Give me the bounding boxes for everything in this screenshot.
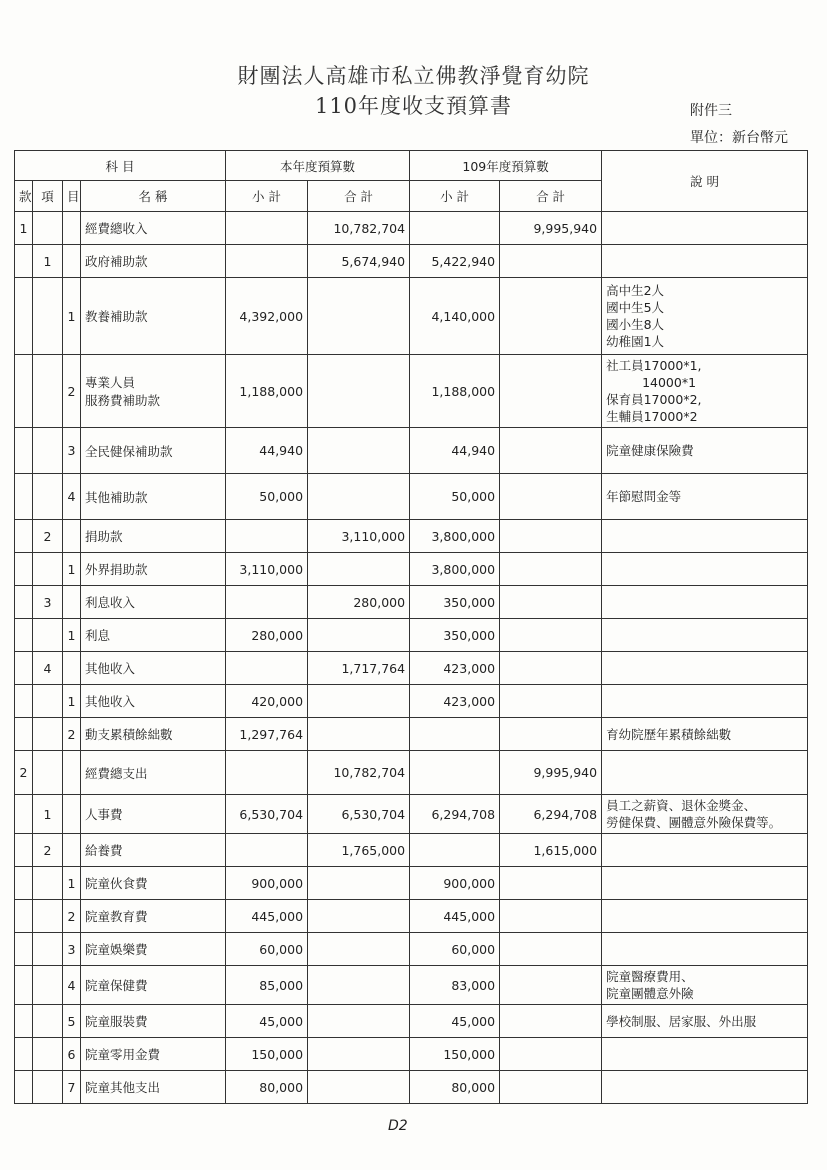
current-total-cell: 10,782,704 bbox=[308, 751, 410, 795]
prior-total-cell bbox=[500, 933, 602, 966]
page-number: D2 bbox=[388, 1118, 408, 1134]
item-name: 利息 bbox=[85, 628, 111, 643]
notes-cell bbox=[602, 718, 808, 751]
prior-subtotal-cell: 6,294,708 bbox=[410, 795, 500, 834]
prior-total-header: 合 計 bbox=[500, 181, 602, 212]
prior-subtotal-cell: 60,000 bbox=[410, 933, 500, 966]
mu-cell: 6 bbox=[63, 1038, 81, 1071]
item-name-cell bbox=[81, 933, 226, 966]
table-row bbox=[15, 474, 808, 520]
current-total-cell bbox=[308, 1071, 410, 1104]
item-name: 全民健保補助款 bbox=[85, 443, 173, 459]
item-name-cell bbox=[81, 900, 226, 933]
note-line: 社工員17000*1, bbox=[606, 358, 702, 373]
budget-table bbox=[14, 150, 808, 1104]
xiang-cell bbox=[33, 1071, 63, 1104]
kuan-cell bbox=[15, 355, 33, 428]
item-name: 其他補助款 bbox=[85, 489, 148, 505]
prior-total-cell bbox=[500, 652, 602, 685]
item-name: 經費總支出 bbox=[85, 765, 148, 781]
item-name-cell bbox=[81, 278, 226, 355]
notes-cell bbox=[602, 474, 808, 520]
prior-total-cell bbox=[500, 586, 602, 619]
item-name: 人事費 bbox=[85, 807, 123, 822]
prior-subtotal-cell: 423,000 bbox=[410, 652, 500, 685]
item-name: 利息收入 bbox=[85, 595, 136, 610]
item-name: 其他收入 bbox=[85, 694, 136, 709]
table-row bbox=[15, 1005, 808, 1038]
xiang-cell: 3 bbox=[33, 586, 63, 619]
current-total-cell bbox=[308, 966, 410, 1005]
kuan-cell: 1 bbox=[15, 212, 33, 245]
prior-subtotal-cell: 4,140,000 bbox=[410, 278, 500, 355]
prior-total-cell bbox=[500, 685, 602, 718]
item-name: 外界捐助款 bbox=[85, 562, 148, 577]
name-header: 名 稱 bbox=[81, 181, 226, 212]
notes-cell bbox=[602, 355, 808, 428]
mu-cell bbox=[63, 751, 81, 795]
item-name: 捐助款 bbox=[85, 529, 123, 544]
current-subtotal-cell: 80,000 bbox=[226, 1071, 308, 1104]
item-name: 院童服裝費 bbox=[85, 1014, 148, 1029]
prior-subtotal-cell bbox=[410, 834, 500, 867]
prior-subtotal-cell bbox=[410, 212, 500, 245]
current-total-cell bbox=[308, 1005, 410, 1038]
current-total-cell bbox=[308, 685, 410, 718]
mu-cell: 7 bbox=[63, 1071, 81, 1104]
prior-total-cell bbox=[500, 867, 602, 900]
item-name-cell bbox=[81, 1038, 226, 1071]
current-subtotal-cell: 44,940 bbox=[226, 428, 308, 474]
mu-cell: 4 bbox=[63, 966, 81, 1005]
notes-cell bbox=[602, 1071, 808, 1104]
notes-cell bbox=[602, 966, 808, 1005]
prior-total-cell bbox=[500, 966, 602, 1005]
note-line: 生輔員17000*2 bbox=[606, 409, 698, 424]
table-row bbox=[15, 586, 808, 619]
current-subtotal-cell: 60,000 bbox=[226, 933, 308, 966]
prior-subtotal-cell bbox=[410, 718, 500, 751]
prior-subtotal-cell: 150,000 bbox=[410, 1038, 500, 1071]
table-row bbox=[15, 553, 808, 586]
item-name-cell bbox=[81, 586, 226, 619]
prior-total-cell bbox=[500, 428, 602, 474]
notes-cell bbox=[602, 652, 808, 685]
prior-total-cell: 9,995,940 bbox=[500, 212, 602, 245]
table-row bbox=[15, 520, 808, 553]
kuan-cell bbox=[15, 718, 33, 751]
mu-cell: 2 bbox=[63, 718, 81, 751]
prior-subtotal-cell: 83,000 bbox=[410, 966, 500, 1005]
table-row bbox=[15, 795, 808, 834]
notes-cell bbox=[602, 245, 808, 278]
item-name-cell bbox=[81, 966, 226, 1005]
item-name-cell bbox=[81, 718, 226, 751]
prior-subtotal-header: 小 計 bbox=[410, 181, 500, 212]
prior-total-cell bbox=[500, 278, 602, 355]
prior-total-cell bbox=[500, 474, 602, 520]
note-line: 高中生2人 bbox=[606, 283, 665, 298]
item-name: 給養費 bbox=[85, 843, 123, 858]
current-subtotal-cell: 4,392,000 bbox=[226, 278, 308, 355]
table-row bbox=[15, 355, 808, 428]
table-row bbox=[15, 933, 808, 966]
prior-total-cell bbox=[500, 718, 602, 751]
current-total-cell: 5,674,940 bbox=[308, 245, 410, 278]
current-subtotal-cell bbox=[226, 834, 308, 867]
prior-total-cell: 1,615,000 bbox=[500, 834, 602, 867]
kuan-cell: 2 bbox=[15, 751, 33, 795]
xiang-cell bbox=[33, 355, 63, 428]
item-name: 院童伙食費 bbox=[85, 876, 148, 891]
item-name: 政府補助款 bbox=[85, 254, 148, 269]
item-name-line2: 服務費補助款 bbox=[85, 393, 161, 408]
kuan-cell bbox=[15, 1038, 33, 1071]
prior-subtotal-cell: 900,000 bbox=[410, 867, 500, 900]
kuan-cell bbox=[15, 933, 33, 966]
current-subtotal-cell: 50,000 bbox=[226, 474, 308, 520]
current-subtotal-cell bbox=[226, 245, 308, 278]
notes-header: 說 明 bbox=[602, 151, 808, 212]
notes-cell bbox=[602, 1005, 808, 1038]
mu-cell bbox=[63, 652, 81, 685]
xiang-cell bbox=[33, 933, 63, 966]
notes-cell bbox=[602, 520, 808, 553]
item-name-cell bbox=[81, 553, 226, 586]
current-total-cell: 1,717,764 bbox=[308, 652, 410, 685]
mu-cell bbox=[63, 795, 81, 834]
prior-subtotal-cell: 350,000 bbox=[410, 586, 500, 619]
note-line: 幼稚園1人 bbox=[606, 334, 665, 349]
notes-cell bbox=[602, 900, 808, 933]
xiang-cell bbox=[33, 685, 63, 718]
current-total-cell bbox=[308, 867, 410, 900]
prior-total-cell bbox=[500, 1038, 602, 1071]
item-name-cell bbox=[81, 834, 226, 867]
kuan-cell bbox=[15, 474, 33, 520]
current-subtotal-cell bbox=[226, 520, 308, 553]
table-row bbox=[15, 278, 808, 355]
table-row bbox=[15, 428, 808, 474]
xiang-cell: 4 bbox=[33, 652, 63, 685]
table-row bbox=[15, 834, 808, 867]
xiang-cell bbox=[33, 474, 63, 520]
xiang-cell bbox=[33, 428, 63, 474]
notes-cell bbox=[602, 685, 808, 718]
prior-total-cell bbox=[500, 355, 602, 428]
mu-cell bbox=[63, 586, 81, 619]
current-subtotal-cell: 45,000 bbox=[226, 1005, 308, 1038]
notes-cell bbox=[602, 751, 808, 795]
xiang-cell bbox=[33, 900, 63, 933]
mu-cell: 3 bbox=[63, 428, 81, 474]
item-name: 經費總收入 bbox=[85, 221, 148, 236]
xiang-cell: 1 bbox=[33, 245, 63, 278]
table-row bbox=[15, 900, 808, 933]
table-row bbox=[15, 1038, 808, 1071]
note-line: 國中生5人 bbox=[606, 300, 665, 315]
current-total-cell bbox=[308, 619, 410, 652]
kuan-cell bbox=[15, 685, 33, 718]
xiang-cell bbox=[33, 212, 63, 245]
prior-subtotal-cell: 80,000 bbox=[410, 1071, 500, 1104]
prior-total-cell bbox=[500, 520, 602, 553]
prior-budget-header: 109年度預算數 bbox=[410, 151, 602, 181]
note-line: 學校制服、居家服、外出服 bbox=[606, 1013, 757, 1029]
kuan-cell bbox=[15, 553, 33, 586]
notes-cell bbox=[602, 553, 808, 586]
kuan-cell bbox=[15, 966, 33, 1005]
current-budget-header: 本年度預算數 bbox=[226, 151, 410, 181]
prior-total-cell bbox=[500, 1005, 602, 1038]
current-subtotal-cell bbox=[226, 751, 308, 795]
mu-cell: 2 bbox=[63, 900, 81, 933]
prior-total-cell bbox=[500, 245, 602, 278]
attachment-label: 附件三 bbox=[690, 103, 732, 119]
kuan-cell bbox=[15, 1005, 33, 1038]
current-subtotal-cell: 1,188,000 bbox=[226, 355, 308, 428]
mu-cell: 1 bbox=[63, 867, 81, 900]
current-total-cell: 6,530,704 bbox=[308, 795, 410, 834]
notes-cell bbox=[602, 586, 808, 619]
table-row bbox=[15, 619, 808, 652]
note-line: 14000*1 bbox=[642, 375, 697, 390]
item-name-cell bbox=[81, 1005, 226, 1038]
xiang-cell bbox=[33, 619, 63, 652]
mu-cell bbox=[63, 520, 81, 553]
prior-total-cell: 6,294,708 bbox=[500, 795, 602, 834]
current-subtotal-cell bbox=[226, 652, 308, 685]
prior-subtotal-cell bbox=[410, 751, 500, 795]
note-line: 年節慰問金等 bbox=[606, 489, 682, 504]
xiang-cell bbox=[33, 278, 63, 355]
mu-header: 目 bbox=[63, 181, 81, 212]
prior-total-cell: 9,995,940 bbox=[500, 751, 602, 795]
mu-cell: 1 bbox=[63, 619, 81, 652]
notes-cell bbox=[602, 619, 808, 652]
kuan-cell bbox=[15, 586, 33, 619]
table-row bbox=[15, 245, 808, 278]
current-total-cell bbox=[308, 355, 410, 428]
item-name-cell bbox=[81, 474, 226, 520]
mu-cell: 1 bbox=[63, 278, 81, 355]
current-total-header: 合 計 bbox=[308, 181, 410, 212]
notes-cell bbox=[602, 278, 808, 355]
item-name-cell bbox=[81, 795, 226, 834]
note-line: 員工之薪資、退休金獎金、 bbox=[606, 798, 757, 813]
item-name: 院童零用金費 bbox=[85, 1047, 161, 1062]
prior-subtotal-cell: 1,188,000 bbox=[410, 355, 500, 428]
note-line: 院童健康保險費 bbox=[606, 443, 694, 458]
kuan-cell bbox=[15, 795, 33, 834]
xiang-header: 項 bbox=[33, 181, 63, 212]
notes-cell bbox=[602, 795, 808, 834]
item-name: 院童娛樂費 bbox=[85, 942, 148, 957]
item-name: 教養補助款 bbox=[85, 309, 148, 324]
current-total-cell: 1,765,000 bbox=[308, 834, 410, 867]
current-total-cell bbox=[308, 553, 410, 586]
document-title: 財團法人高雄市私立佛教淨覺育幼院 bbox=[237, 64, 590, 88]
xiang-cell bbox=[33, 751, 63, 795]
kuan-cell bbox=[15, 867, 33, 900]
prior-subtotal-cell: 423,000 bbox=[410, 685, 500, 718]
current-subtotal-cell: 445,000 bbox=[226, 900, 308, 933]
current-total-cell bbox=[308, 1038, 410, 1071]
prior-subtotal-cell: 50,000 bbox=[410, 474, 500, 520]
current-total-cell bbox=[308, 474, 410, 520]
current-subtotal-cell: 420,000 bbox=[226, 685, 308, 718]
subject-header: 科 目 bbox=[15, 151, 226, 181]
kuan-header: 款 bbox=[15, 181, 33, 212]
kuan-cell bbox=[15, 278, 33, 355]
mu-cell: 3 bbox=[63, 933, 81, 966]
prior-subtotal-cell: 45,000 bbox=[410, 1005, 500, 1038]
item-name-cell bbox=[81, 428, 226, 474]
current-subtotal-cell: 150,000 bbox=[226, 1038, 308, 1071]
current-total-cell: 3,110,000 bbox=[308, 520, 410, 553]
prior-total-cell bbox=[500, 553, 602, 586]
table-row bbox=[15, 718, 808, 751]
current-subtotal-cell: 6,530,704 bbox=[226, 795, 308, 834]
item-name-cell bbox=[81, 652, 226, 685]
xiang-cell: 1 bbox=[33, 795, 63, 834]
xiang-cell bbox=[33, 966, 63, 1005]
item-name-cell bbox=[81, 685, 226, 718]
notes-cell bbox=[602, 428, 808, 474]
item-name: 其他收入 bbox=[85, 661, 136, 676]
note-line: 育幼院歷年累積餘絀數 bbox=[606, 726, 732, 742]
notes-cell bbox=[602, 834, 808, 867]
prior-subtotal-cell: 350,000 bbox=[410, 619, 500, 652]
item-name-cell bbox=[81, 520, 226, 553]
kuan-cell bbox=[15, 652, 33, 685]
item-name-cell bbox=[81, 212, 226, 245]
mu-cell: 2 bbox=[63, 355, 81, 428]
notes-cell bbox=[602, 212, 808, 245]
current-subtotal-cell: 280,000 bbox=[226, 619, 308, 652]
xiang-cell bbox=[33, 553, 63, 586]
item-name-cell bbox=[81, 355, 226, 428]
mu-cell: 4 bbox=[63, 474, 81, 520]
item-name-cell bbox=[81, 867, 226, 900]
table-row bbox=[15, 652, 808, 685]
table-row bbox=[15, 966, 808, 1005]
current-total-cell bbox=[308, 900, 410, 933]
prior-subtotal-cell: 5,422,940 bbox=[410, 245, 500, 278]
current-total-cell bbox=[308, 933, 410, 966]
table-row bbox=[15, 1071, 808, 1104]
kuan-cell bbox=[15, 1071, 33, 1104]
xiang-cell bbox=[33, 1038, 63, 1071]
notes-cell bbox=[602, 1038, 808, 1071]
current-subtotal-cell: 1,297,764 bbox=[226, 718, 308, 751]
note-line: 院童團體意外險 bbox=[606, 986, 694, 1001]
current-total-cell bbox=[308, 718, 410, 751]
current-total-cell bbox=[308, 428, 410, 474]
item-name-cell bbox=[81, 245, 226, 278]
mu-cell: 5 bbox=[63, 1005, 81, 1038]
prior-total-cell bbox=[500, 619, 602, 652]
note-line: 勞健保費、團體意外險保費等。 bbox=[606, 815, 782, 830]
current-subtotal-cell: 85,000 bbox=[226, 966, 308, 1005]
notes-cell bbox=[602, 867, 808, 900]
kuan-cell bbox=[15, 520, 33, 553]
table-row bbox=[15, 212, 808, 245]
current-subtotal-cell bbox=[226, 586, 308, 619]
item-name-cell bbox=[81, 619, 226, 652]
mu-cell: 1 bbox=[63, 685, 81, 718]
xiang-cell bbox=[33, 718, 63, 751]
xiang-cell bbox=[33, 867, 63, 900]
kuan-cell bbox=[15, 428, 33, 474]
mu-cell bbox=[63, 212, 81, 245]
kuan-cell bbox=[15, 619, 33, 652]
current-total-cell bbox=[308, 278, 410, 355]
kuan-cell bbox=[15, 834, 33, 867]
item-name: 院童其他支出 bbox=[85, 1080, 161, 1095]
current-total-cell: 280,000 bbox=[308, 586, 410, 619]
note-line: 院童醫療費用、 bbox=[606, 969, 694, 984]
kuan-cell bbox=[15, 245, 33, 278]
mu-cell bbox=[63, 245, 81, 278]
item-name: 院童保健費 bbox=[85, 978, 148, 993]
notes-cell bbox=[602, 933, 808, 966]
current-subtotal-cell: 900,000 bbox=[226, 867, 308, 900]
prior-subtotal-cell: 3,800,000 bbox=[410, 553, 500, 586]
prior-subtotal-cell: 3,800,000 bbox=[410, 520, 500, 553]
item-name: 專業人員 bbox=[85, 375, 136, 390]
mu-cell: 1 bbox=[63, 553, 81, 586]
current-subtotal-cell: 3,110,000 bbox=[226, 553, 308, 586]
note-line: 保育員17000*2, bbox=[606, 392, 702, 407]
current-total-cell: 10,782,704 bbox=[308, 212, 410, 245]
note-line: 國小生8人 bbox=[606, 317, 665, 332]
table-row bbox=[15, 751, 808, 795]
mu-cell bbox=[63, 834, 81, 867]
kuan-cell bbox=[15, 900, 33, 933]
xiang-cell: 2 bbox=[33, 834, 63, 867]
item-name-cell bbox=[81, 751, 226, 795]
current-subtotal-cell bbox=[226, 212, 308, 245]
xiang-cell: 2 bbox=[33, 520, 63, 553]
prior-total-cell bbox=[500, 1071, 602, 1104]
prior-subtotal-cell: 445,000 bbox=[410, 900, 500, 933]
prior-subtotal-cell: 44,940 bbox=[410, 428, 500, 474]
table-row bbox=[15, 867, 808, 900]
item-name: 院童教育費 bbox=[85, 909, 148, 924]
item-name-cell bbox=[81, 1071, 226, 1104]
currency-unit: 單位：新台幣元 bbox=[690, 130, 788, 146]
document-subtitle: 110年度收支預算書 bbox=[314, 94, 513, 118]
xiang-cell bbox=[33, 1005, 63, 1038]
current-subtotal-header: 小 計 bbox=[226, 181, 308, 212]
prior-total-cell bbox=[500, 900, 602, 933]
item-name: 動支累積餘絀數 bbox=[85, 727, 173, 742]
table-row bbox=[15, 685, 808, 718]
